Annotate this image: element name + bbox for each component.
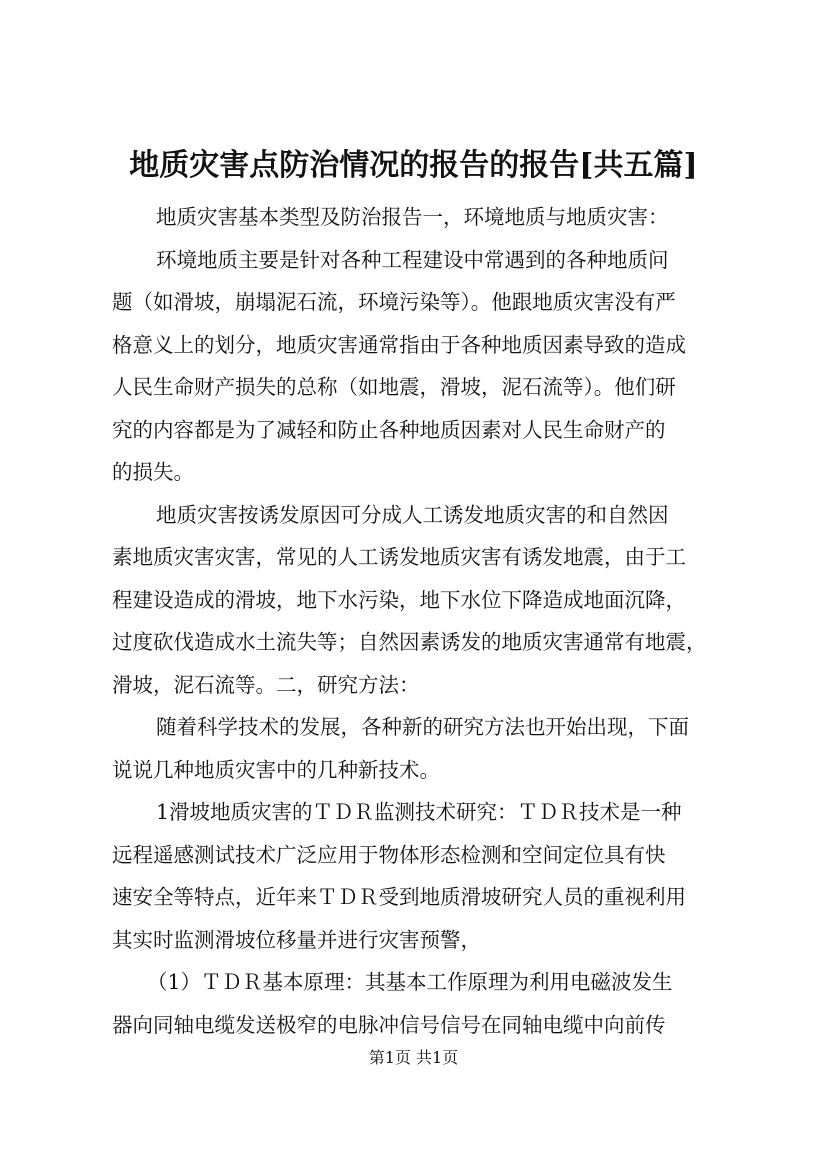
body-line: 说说几种地质灾害中的几种新技术。 bbox=[112, 757, 440, 782]
body-line: 随着科学技术的发展，各种新的研究方法也开始出现，下面 bbox=[156, 715, 689, 739]
body-line: 1滑坡地质灾害的ＴＤＲ监测技术研究：ＴＤＲ技术是一种 bbox=[156, 800, 682, 824]
body-line: （1）ＴＤＲ基本原理：其基本工作原理为利用电磁波发生 bbox=[147, 970, 673, 994]
body-line: 格意义上的划分，地质灾害通常指由于各种地质因素导致的造成 bbox=[112, 332, 686, 357]
body-line: 其实时监测滑坡位移量并进行灾害预警， bbox=[112, 927, 481, 952]
body-line: 速安全等特点，近年来ＴＤＲ受到地质滑坡研究人员的重视利用 bbox=[112, 885, 686, 909]
body-line: 的损失。 bbox=[112, 460, 194, 484]
body-line: 环境地质主要是针对各种工程建设中常遇到的各种地质问 bbox=[156, 247, 669, 272]
body-line: 题（如滑坡，崩塌泥石流，环境污染等）。他跟地质灾害没有严 bbox=[112, 290, 676, 314]
body-line: 器向同轴电缆发送极窄的电脉冲信号信号在同轴电缆中向前传 bbox=[112, 1012, 666, 1037]
body-line: 远程遥感测试技术广泛应用于物体形态检测和空间定位具有快 bbox=[112, 842, 666, 867]
body-line: 过度砍伐造成水土流失等；自然因素诱发的地质灾害通常有地震， bbox=[112, 630, 707, 654]
body-line: 滑坡，泥石流等。二，研究方法： bbox=[112, 672, 420, 697]
body-line: 地质灾害按诱发原因可分成人工诱发地质灾害的和自然因 bbox=[156, 502, 669, 527]
body-line: 程建设造成的滑坡，地下水污染，地下水位下降造成地面沉降， bbox=[112, 587, 686, 612]
page-footer: 第1页 共1页 bbox=[368, 1048, 459, 1067]
body-line: 素地质灾害灾害，常见的人工诱发地质灾害有诱发地震，由于工 bbox=[112, 545, 686, 569]
body-line: 地质灾害基本类型及防治报告一，环境地质与地质灾害： bbox=[156, 205, 669, 229]
body-line: 究的内容都是为了减轻和防止各种地质因素对人民生命财产的 bbox=[112, 417, 666, 442]
document-body bbox=[112, 196, 736, 1046]
body-line: 人民生命财产损失的总称（如地震，滑坡，泥石流等）。他们研 bbox=[112, 375, 676, 399]
document-title: 地质灾害点防治情况的报告的报告[共五篇] bbox=[129, 148, 698, 183]
